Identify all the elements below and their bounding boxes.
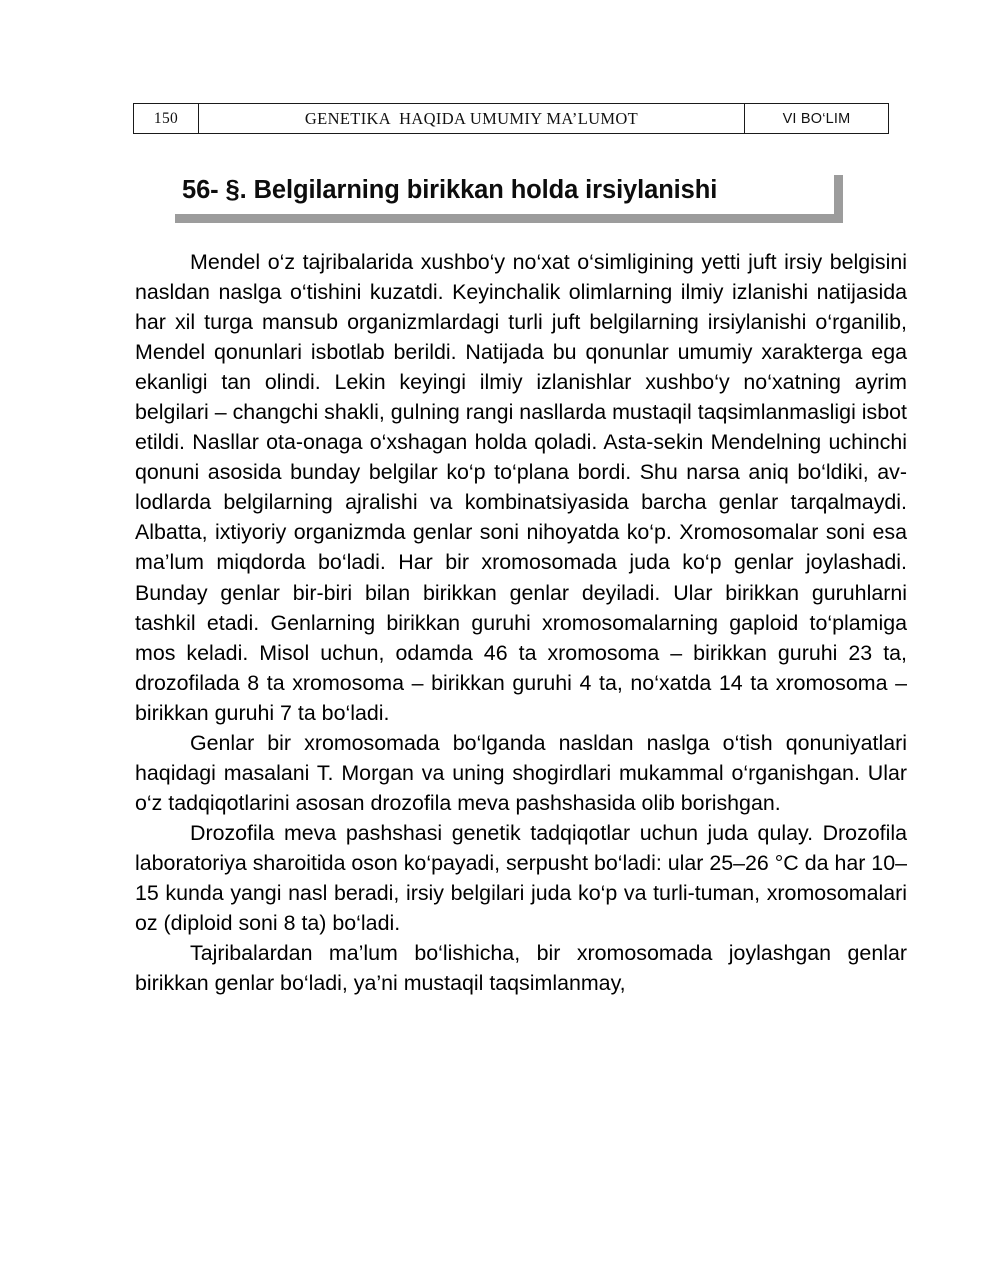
running-header-title: GENETIKA HAQIDA UMUMIY MA’LUMOT [199, 104, 745, 133]
paragraph: Mendel o‘z tajribalarida xushbo‘y no‘xat o‘simligining yetti juft irsiy belgisini nasldan naslga o‘tishini kuzatdi. Keyinchalik olimlarning ilmiy izlanishi natijasida har xil turga mansub organizmlardagi turli juft belgilarning irsiylanishi o‘rganilib, Mendel qonunlari isbotlab berildi. Natijada bu qonunlar umumiy xarakterga ega ekanligi tan olindi. Lekin keyingi ilmiy izlanishlar xushbo‘y no‘xatning ayrim belgilari – changchi shakli, gulning rangi nasllarda mustaqil taqsimlanmasligi isbot etildi. Nasllar ota-onaga o‘xshagan holda qoladi. Asta-sekin Mendelning uchinchi qonuni asosida bunday belgilar ko‘p to‘plana bordi. Shu narsa aniq bo‘ldiki, avlodlarda belgilarning ajralishi va kombinatsiyasida barcha genlar tarqalmaydi. Albatta, ixtiyoriy organizmda genlar soni nihoyatda ko‘p. Xromosomalar soni esa ma’lum miqdorda bo‘ladi. Har bir xromosomada juda ko‘p genlar joylashadi. Bunday genlar bir-biri bilan birikkan genlar deyiladi. Ular birikkan guruhlarni tashkil etadi. Genlarning birikkan guruhi xromosomalarning gaploid to‘plamiga mos keladi. Misol uchun, odamda 46 ta xromosoma – birikkan guruhi 23 ta, drozofilada 8 ta xromosoma – birikkan guruhi 4 ta, no‘xatda 14 ta xromosoma – birikkan guruhi 7 ta bo‘ladi. [135, 250, 907, 725]
section-heading-block [166, 166, 834, 214]
page-number: 150 [134, 104, 199, 133]
running-header [133, 103, 889, 134]
section-heading-text: 56- §. Belgilarning birikkan holda irsiylanishi [182, 175, 718, 204]
body-text [135, 247, 907, 998]
section-heading-panel [166, 166, 834, 214]
paragraph: Genlar bir xromosomada bo‘lganda nasldan naslga o‘tish qonuniyatlari haqidagi masalani T. Morgan va uning shogirdlari mukammal o‘rganishgan. Ular o‘z tadqiqotlarini asosan drozofila meva pashshasida olib borishgan. [135, 730, 907, 815]
paragraph: Tajribalardan ma’lum bo‘lishicha, bir xromosomada joylashgan genlar birikkan genlar bo‘ladi, ya’ni mustaqil taqsimlanmay, [135, 941, 907, 996]
running-header-part-label: VI BO‘LIM [782, 110, 851, 127]
paragraph: Drozofila meva pashshasi genetik tadqiqotlar uchun juda qulay. Drozofila laboratoriya sharoitida oson ko‘payadi, serpusht bo‘ladi: ular 25–26 °C da har 10–15 kunda yangi nasl beradi, irsiy belgilari juda ko‘p va turli-tuman, xromosomalari oz (diploid soni 8 ta) bo‘ladi. [135, 820, 907, 936]
